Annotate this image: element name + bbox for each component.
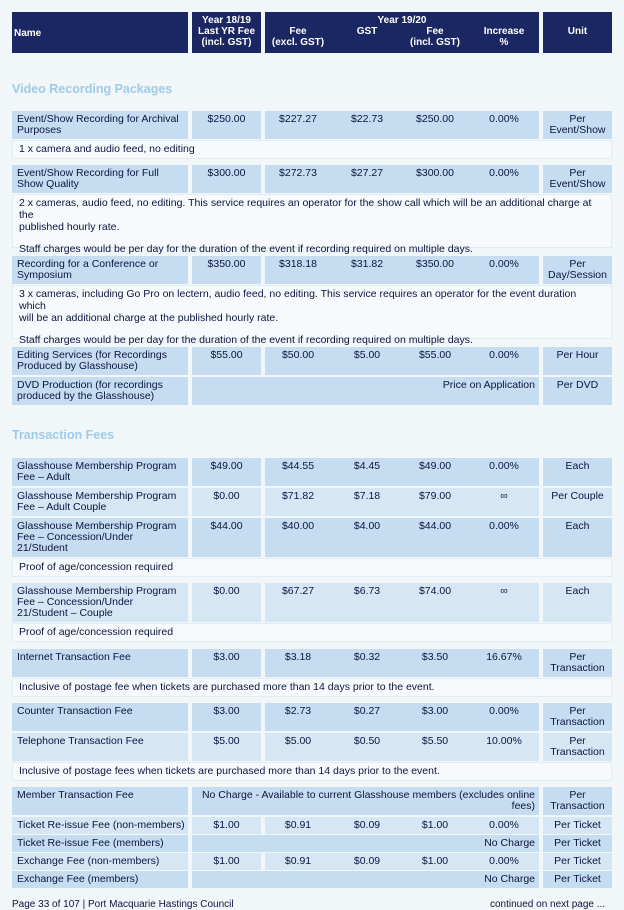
value-gst: $0.09 [353, 819, 381, 831]
value-fee-excl: $227.27 [279, 113, 317, 125]
value-increase: 0.00% [489, 520, 519, 532]
section-title-video: Video Recording Packages [12, 82, 173, 96]
row-membership-concession-unit [543, 518, 612, 557]
note-internet-fee [12, 678, 612, 697]
row-exchange-member-name-cell [12, 871, 188, 888]
value-gst: $31.82 [350, 258, 384, 270]
value-fee-excl: $5.00 [284, 735, 312, 747]
name-line2: Fee – Adult [17, 471, 71, 483]
value-text: $0.00 [213, 490, 240, 502]
value-fee-incl: $1.00 [421, 855, 449, 867]
unit-line2: Transaction [550, 662, 605, 674]
value-fee-incl: $79.00 [418, 490, 452, 502]
value-fee-incl: $1.00 [421, 819, 449, 831]
row-editing-fees [265, 347, 539, 375]
footer-page-info: Page 33 of 107 | Port Macquarie Hastings Council [12, 899, 234, 910]
value-gst: $27.27 [350, 167, 384, 179]
row-dvd-span [192, 377, 539, 405]
value-increase: 10.00% [486, 735, 522, 747]
name-line2: Symposium [17, 269, 72, 281]
note-concession [12, 558, 612, 577]
row-editing-unit [543, 347, 612, 375]
unit-line1: Per Hour [556, 349, 599, 361]
note-text-line1: 2 x cameras, audio feed, no editing. This service requires an operator for the show call which will be an additional charge at the [19, 197, 592, 221]
row-membership-adult-fees [265, 458, 539, 486]
row-internet-fee-name-cell [12, 649, 188, 677]
row-counter-fee-last-year [192, 703, 261, 731]
section-title-transaction: Transaction Fees [12, 428, 115, 442]
value-fee-excl: $67.27 [281, 585, 315, 597]
unit-line2: Day/Session [548, 269, 607, 281]
name-line1: Glasshouse Membership Program [17, 490, 177, 502]
value-fee-excl: $50.00 [281, 349, 315, 361]
name-line3: 21/Student [17, 542, 68, 554]
row-membership-couple-last-year [192, 488, 261, 516]
value-fee-incl: $350.00 [416, 258, 454, 270]
value-fee-excl: $40.00 [281, 520, 315, 532]
value-increase: ∞ [500, 585, 508, 597]
row-archival-name-line1: Event/Show Recording for Archival [17, 113, 179, 125]
value-text: $1.00 [213, 819, 240, 831]
name-line1: Glasshouse Membership Program [17, 585, 177, 597]
value-text: $44.00 [210, 520, 243, 532]
span-text: Price on Application [442, 379, 535, 391]
value-fee-excl: $2.73 [284, 705, 312, 717]
header-year1-line3: (incl. GST) [201, 37, 252, 48]
unit-line2: Event/Show [549, 124, 606, 136]
row-membership-concession-couple-fees [265, 583, 539, 622]
name-line1: Counter Transaction Fee [17, 705, 133, 717]
value-text: $1.00 [213, 855, 240, 867]
header-fee-incl-line2: (incl. GST) [410, 37, 460, 48]
name-line1: Internet Transaction Fee [17, 651, 131, 663]
row-member-transaction-name-cell [12, 787, 188, 815]
row-conference-name-cell [12, 256, 188, 284]
row-full-show-name-cell [12, 165, 188, 193]
note-text-line2: will be an additional charge at the published hourly rate. [19, 312, 279, 324]
unit-line1: Per [569, 735, 586, 747]
row-membership-concession-fees [265, 518, 539, 557]
name-line2: produced by the Glasshouse) [17, 390, 155, 402]
value-fee-incl: $74.00 [418, 585, 452, 597]
row-archival-name-cell [12, 111, 188, 139]
header-gst: GST [356, 26, 378, 37]
row-editing-name-cell [12, 347, 188, 375]
row-internet-fee-unit [543, 649, 612, 677]
name-line2: Fee – Concession/Under [17, 596, 134, 608]
value-gst: $6.73 [353, 585, 381, 597]
value-gst: $0.27 [353, 705, 381, 717]
row-counter-fee-unit [543, 703, 612, 731]
value-fee-incl: $44.00 [418, 520, 452, 532]
value-text: $250.00 [207, 113, 246, 125]
note-text: Inclusive of postage fee when tickets are purchased more than 14 days prior to the event. [19, 681, 435, 693]
note-text-line1: 3 x cameras, including Go Pro on lectern, audio feed, no editing. This service requires an operator for the event duration which [19, 288, 577, 312]
name-line1: Member Transaction Fee [17, 789, 134, 801]
name-line2: Fee – Adult Couple [17, 501, 107, 513]
name-line1: DVD Production (for recordings [17, 379, 163, 391]
unit-line2: Event/Show [549, 178, 606, 190]
value-fee-incl: $300.00 [416, 167, 454, 179]
row-membership-adult-name-cell [12, 458, 188, 486]
name-line1: Exchange Fee (non-members) [17, 855, 160, 867]
name-line2: Produced by Glasshouse) [17, 360, 138, 372]
name-line1: Glasshouse Membership Program [17, 520, 177, 532]
unit-line2: Transaction [550, 716, 605, 728]
value-increase: 0.00% [489, 167, 519, 179]
row-membership-concession-couple-last-year [192, 583, 261, 622]
header-fee-incl-line1: Fee [426, 26, 444, 37]
header-name-cell [12, 12, 188, 53]
note-conference [12, 285, 612, 346]
note-archival [12, 140, 612, 159]
value-fee-excl: $71.82 [281, 490, 315, 502]
row-exchange-nonmember-name-cell [12, 853, 188, 870]
row-full-show-unit [543, 165, 612, 193]
name-line1: Exchange Fee (members) [17, 873, 139, 885]
header-year1-line1: Year 18/19 [202, 15, 251, 26]
row-reissue-nonmember-fees [265, 817, 539, 834]
unit-line1: Per [569, 789, 586, 801]
name-line1: Glasshouse Membership Program [17, 460, 177, 472]
row-member-transaction-unit [543, 787, 612, 815]
row-internet-fee-fees [265, 649, 539, 677]
row-exchange-member-unit [543, 871, 612, 888]
row-full-show-last-year [192, 165, 261, 193]
row-dvd-name-cell [12, 377, 188, 405]
row-member-transaction-span [192, 787, 539, 815]
value-gst: $4.45 [353, 460, 381, 472]
header-increase-line2: % [499, 37, 509, 48]
value-gst: $7.18 [353, 490, 381, 502]
unit-line1: Per [569, 167, 586, 179]
row-archival-fees [265, 111, 539, 139]
note-concession-couple [12, 623, 612, 642]
note-telephone-fee [12, 762, 612, 781]
row-dvd-unit [543, 377, 612, 405]
row-archival-last-year [192, 111, 261, 139]
unit-line1: Per Couple [551, 490, 604, 502]
name-line1: Event/Show Recording for Full [17, 167, 159, 179]
value-fee-incl: $55.00 [418, 349, 452, 361]
row-internet-fee-last-year [192, 649, 261, 677]
value-gst: $0.50 [353, 735, 381, 747]
unit-line1: Per [569, 651, 586, 663]
value-increase: 0.00% [489, 349, 519, 361]
row-telephone-fee-unit [543, 733, 612, 761]
unit-line1: Per Ticket [554, 837, 601, 849]
value-fee-excl: $3.18 [284, 651, 312, 663]
header-increase-line1: Increase [483, 26, 525, 37]
name-line1: Editing Services (for Recordings [17, 349, 167, 361]
unit-line1: Per Ticket [554, 855, 601, 867]
header-year2-cell [265, 12, 539, 53]
header-name: Name [14, 28, 42, 39]
row-membership-concession-couple-name-cell [12, 583, 188, 622]
span-text-line1: No Charge - Available to current Glasshouse members (excludes online [201, 789, 535, 801]
value-text: $3.00 [213, 651, 240, 663]
unit-line1: Per DVD [556, 379, 599, 391]
name-line1: Telephone Transaction Fee [17, 735, 144, 747]
header-last-year-cell [192, 12, 261, 53]
header-unit: Unit [567, 26, 588, 37]
value-fee-excl: $0.91 [284, 855, 312, 867]
row-reissue-member-span [192, 835, 539, 852]
row-membership-couple-name-cell [12, 488, 188, 516]
row-exchange-nonmember-last-year [192, 853, 261, 870]
row-counter-fee-fees [265, 703, 539, 731]
header-year2: Year 19/20 [377, 15, 427, 26]
span-text: No Charge [484, 873, 535, 885]
value-fee-incl: $3.50 [421, 651, 449, 663]
note-text-line2: published hourly rate. [19, 221, 120, 233]
row-full-show-fees [265, 165, 539, 193]
row-exchange-nonmember-unit [543, 853, 612, 870]
value-text: $49.00 [210, 460, 243, 472]
value-increase: ∞ [500, 490, 508, 502]
value-text: $300.00 [207, 167, 246, 179]
value-gst: $0.32 [353, 651, 381, 663]
value-increase: 0.00% [489, 460, 519, 472]
value-fee-incl: $49.00 [418, 460, 452, 472]
header-fee-excl-line1: Fee [289, 26, 307, 37]
row-archival-name-line2: Purposes [17, 124, 62, 136]
header-fee-excl-line2: (excl. GST) [271, 37, 325, 48]
row-exchange-nonmember-fees [265, 853, 539, 870]
value-increase: 0.00% [489, 258, 519, 270]
value-text: $0.00 [213, 585, 240, 597]
row-reissue-nonmember-last-year [192, 817, 261, 834]
value-fee-excl: $0.91 [284, 819, 312, 831]
row-reissue-member-unit [543, 835, 612, 852]
value-fee-incl: $5.50 [421, 735, 449, 747]
row-editing-last-year [192, 347, 261, 375]
unit-line2: Transaction [550, 746, 605, 758]
name-line3: 21/Student – Couple [17, 607, 113, 619]
row-telephone-fee-last-year [192, 733, 261, 761]
name-line1: Ticket Re-issue Fee (members) [17, 837, 164, 849]
name-line1: Recording for a Conference or [17, 258, 159, 270]
note-full-show [12, 194, 612, 255]
value-gst: $4.00 [353, 520, 381, 532]
value-gst: $0.09 [353, 855, 381, 867]
header-unit-cell [543, 12, 612, 53]
unit-line1: Each [565, 460, 590, 472]
value-text: $55.00 [210, 349, 243, 361]
row-reissue-member-name-cell [12, 835, 188, 852]
span-text-line2: fees) [511, 800, 535, 812]
unit-line1: Each [565, 585, 590, 597]
row-membership-adult-unit [543, 458, 612, 486]
unit-line1: Per Ticket [554, 873, 601, 885]
note-text: Proof of age/concession required [19, 561, 174, 573]
unit-line1: Each [565, 520, 590, 532]
row-conference-unit [543, 256, 612, 284]
row-telephone-fee-fees [265, 733, 539, 761]
value-text: $5.00 [213, 735, 240, 747]
note-text-line3: Staff charges would be per day for the duration of the event if recording required on multiple days. [19, 243, 473, 255]
value-increase: 0.00% [489, 855, 519, 867]
value-text: $350.00 [207, 258, 246, 270]
row-exchange-member-span [192, 871, 539, 888]
note-text: Proof of age/concession required [19, 626, 174, 638]
row-reissue-nonmember-name-cell [12, 817, 188, 834]
value-fee-excl: $272.73 [279, 167, 317, 179]
value-gst: $22.73 [350, 113, 384, 125]
row-counter-fee-name-cell [12, 703, 188, 731]
name-line2: Show Quality [17, 178, 79, 190]
value-fee-incl: $250.00 [416, 113, 454, 125]
note-text: Inclusive of postage fees when tickets are purchased more than 14 days prior to the event. [19, 765, 440, 777]
unit-line1: Per Ticket [554, 819, 601, 831]
row-membership-couple-fees [265, 488, 539, 516]
value-increase: 0.00% [489, 113, 519, 125]
row-reissue-nonmember-unit [543, 817, 612, 834]
value-fee-excl: $44.55 [281, 460, 315, 472]
name-line1: Ticket Re-issue Fee (non-members) [17, 819, 185, 831]
note-text-line3: Staff charges would be per day for the duration of the event if recording required on multiple days. [19, 334, 473, 346]
row-membership-concession-last-year [192, 518, 261, 557]
row-telephone-fee-name-cell [12, 733, 188, 761]
row-membership-concession-name-cell [12, 518, 188, 557]
row-archival-unit [543, 111, 612, 139]
header-year1-line2: Last YR Fee [197, 26, 256, 37]
unit-line2: Transaction [550, 800, 605, 812]
unit-line1: Per [569, 258, 586, 270]
value-text: $3.00 [213, 705, 240, 717]
row-membership-couple-unit [543, 488, 612, 516]
value-fee-excl: $318.18 [279, 258, 317, 270]
value-increase: 16.67% [486, 651, 522, 663]
span-text: No Charge [484, 837, 535, 849]
row-conference-fees [265, 256, 539, 284]
name-line2: Fee – Concession/Under [17, 531, 134, 543]
value-increase: 0.00% [489, 705, 519, 717]
row-membership-concession-couple-unit [543, 583, 612, 622]
unit-line1: Per [569, 705, 586, 717]
row-conference-last-year [192, 256, 261, 284]
unit-line1: Per [569, 113, 586, 125]
footer-continued: continued on next page ... [490, 899, 606, 910]
value-gst: $5.00 [353, 349, 381, 361]
value-fee-incl: $3.00 [421, 705, 449, 717]
row-membership-adult-last-year [192, 458, 261, 486]
note-text: 1 x camera and audio feed, no editing [19, 143, 195, 155]
value-increase: 0.00% [489, 819, 519, 831]
